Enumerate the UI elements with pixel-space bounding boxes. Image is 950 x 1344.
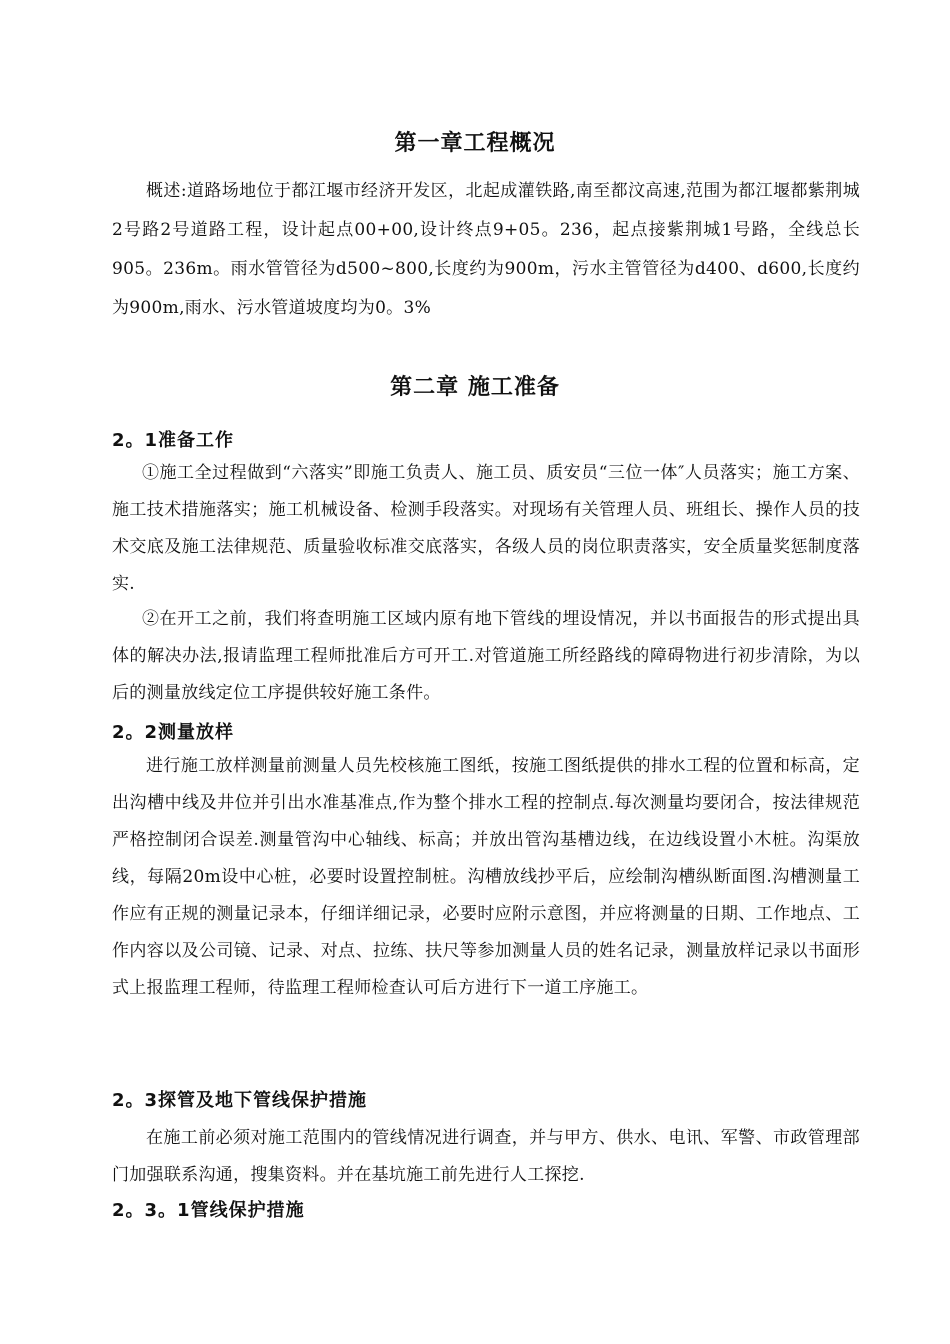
chapter-2-title: 第二章 施工准备 (390, 375, 560, 400)
chapter-1-overview-paragraph: 概述:道路场地位于都江堰市经济开发区，北起成灌铁路,南至都汶高速,范围为都江堰都紫荆城2号路2号道路工程，设计起点00+00,设计终点9+05。236，起点接紫荆城1号路，全线总长905。236m。雨水管管径为d500~800,长度约为900m，污水主管管径为d400、d600,长度约为900m,雨水、污水管道坡度均为0。3% (112, 181, 860, 318)
section-2-1-paragraph-2: ②在开工之前，我们将查明施工区域内原有地下管线的埋设情况，并以书面报告的形式提出具体的解决办法,报请监理工程师批准后方可开工.对管道施工所经路线的障碍物进行初步清除，为以后的测量放线定位工序提供较好施工条件。 (112, 609, 860, 703)
section-2-1-paragraph-1: ①施工全过程做到“六落实”即施工负责人、施工员、质安员“三位一体″人员落实；施工方案、施工技术措施落实；施工机械设备、检测手段落实。对现场有关管理人员、班组长、操作人员的技术交底及施工法律规范、质量验收标准交底落实，各级人员的岗位职责落实，安全质量奖惩制度落实. (112, 463, 860, 594)
section-2-3-paragraph-1: 在施工前必须对施工范围内的管线情况进行调查，并与甲方、供水、电讯、军警、市政管理部门加强联系沟通，搜集资料。并在基坑施工前先进行人工探挖. (112, 1128, 860, 1185)
section-2-3-title: 2。3探管及地下管线保护措施 (112, 1090, 368, 1111)
section-2-2-paragraph-1: 进行施工放样测量前测量人员先校核施工图纸，按施工图纸提供的排水工程的位置和标高，定出沟槽中线及井位并引出水准基准点,作为整个排水工程的控制点.每次测量均要闭合，按法律规范严格控制闭合误差.测量管沟中心轴线、标高；并放出管沟基槽边线，在边线设置小木桩。沟渠放线，每隔20m设中心桩，必要时设置控制桩。沟槽放线抄平后，应绘制沟槽纵断面图.沟槽测量工作应有正规的测量记录本，仔细详细记录，必要时应附示意图，并应将测量的日期、工作地点、工作内容以及公司镜、记录、对点、拉练、扶尺等参加测量人员的姓名记录，测量放样记录以书面形式上报监理工程师，待监理工程师检查认可后方进行下一道工序施工。 (112, 756, 860, 998)
section-2-2-title: 2。2测量放样 (112, 722, 235, 743)
chapter-1-title: 第一章工程概况 (394, 131, 556, 156)
section-2-1-title: 2。1准备工作 (112, 430, 235, 451)
section-2-3-1-title: 2。3。1管线保护措施 (112, 1200, 305, 1221)
